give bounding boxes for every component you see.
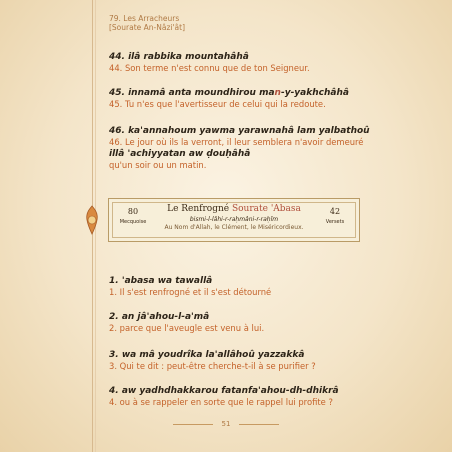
basmala-transliteration: bismi-l-lâhi-r-raḥmâni-r-raḥîm bbox=[189, 216, 279, 223]
verse-transliteration-cont: illâ 'achiyyatan aw ḍouḥâhâ bbox=[109, 149, 251, 159]
header-surah-arabic-name: [Sourate An-Nâzi'ât] bbox=[109, 23, 185, 32]
verse-translation: 44. Son terme n'est connu que de ton Seigneur. bbox=[109, 63, 310, 73]
footer-ornament-left bbox=[173, 424, 213, 425]
verse-2 bbox=[109, 312, 379, 333]
verse-4 bbox=[109, 386, 379, 407]
verse-44 bbox=[109, 52, 379, 73]
surah-title-arabic: Sourate 'Abasa bbox=[231, 204, 301, 214]
basmala-translation: Au Nom d'Allah, le Clément, le Miséricordieux. bbox=[164, 224, 304, 231]
revelation-place: Mecquoise bbox=[119, 219, 147, 225]
footer-ornament-right bbox=[239, 424, 279, 425]
verse-transliteration: 4. aw yadhdhakkarou fatanfa'ahou-dh-dhikrâ bbox=[109, 386, 339, 396]
verse-3 bbox=[109, 350, 379, 371]
verse-translation: 46. Le jour où ils la verront, il leur semblera n'avoir demeuré bbox=[109, 137, 364, 147]
verse-translation: 3. Qui te dit : peut-être cherche-t-il à se purifier ? bbox=[109, 361, 316, 371]
verse-transliteration: 46. ka'annahoum yawma yarawnahâ lam yalbathoû bbox=[109, 126, 370, 136]
verse-45 bbox=[109, 88, 379, 109]
verse-translation: 2. parce que l'aveugle est venu à lui. bbox=[109, 323, 265, 333]
margin-ornament-icon bbox=[82, 205, 102, 235]
verse-1 bbox=[109, 276, 379, 297]
page-number: 51 bbox=[221, 420, 231, 428]
verse-transliteration: 45. innamâ anta moundhirou man-y-yakhchâhâ bbox=[109, 88, 349, 98]
verse-transliteration: 2. an jâ'ahou-l-a'mâ bbox=[109, 312, 210, 322]
surah-number: 80 bbox=[127, 207, 139, 216]
verse-translation-cont: qu'un soir ou un matin. bbox=[109, 160, 207, 170]
verse-count: 42 bbox=[329, 207, 341, 216]
verse-transliteration: 44. ilâ rabbika mountahâhâ bbox=[109, 52, 249, 62]
header-surah-name: 79. Les Arracheurs bbox=[109, 14, 180, 23]
verse-transliteration: 1. 'abasa wa tawallâ bbox=[109, 276, 213, 286]
verse-translation: 4. ou à se rappeler en sorte que le rappel lui profite ? bbox=[109, 397, 333, 407]
surah-title-french: Le Renfrogné bbox=[167, 204, 230, 214]
verse-count-label: Versets bbox=[325, 219, 345, 225]
verse-translation: 45. Tu n'es que l'avertisseur de celui qui la redoute. bbox=[109, 99, 326, 109]
verse-translation: 1. Il s'est renfrogné et il s'est détourné bbox=[109, 287, 272, 297]
surah-banner bbox=[108, 198, 360, 242]
page-footer bbox=[0, 420, 452, 428]
tajwid-highlight: n bbox=[274, 88, 281, 98]
page-header bbox=[109, 14, 185, 32]
verse-transliteration: 3. wa mâ youdrîka la'allâhoû yazzakkâ bbox=[109, 350, 305, 360]
verse-46 bbox=[109, 126, 379, 170]
